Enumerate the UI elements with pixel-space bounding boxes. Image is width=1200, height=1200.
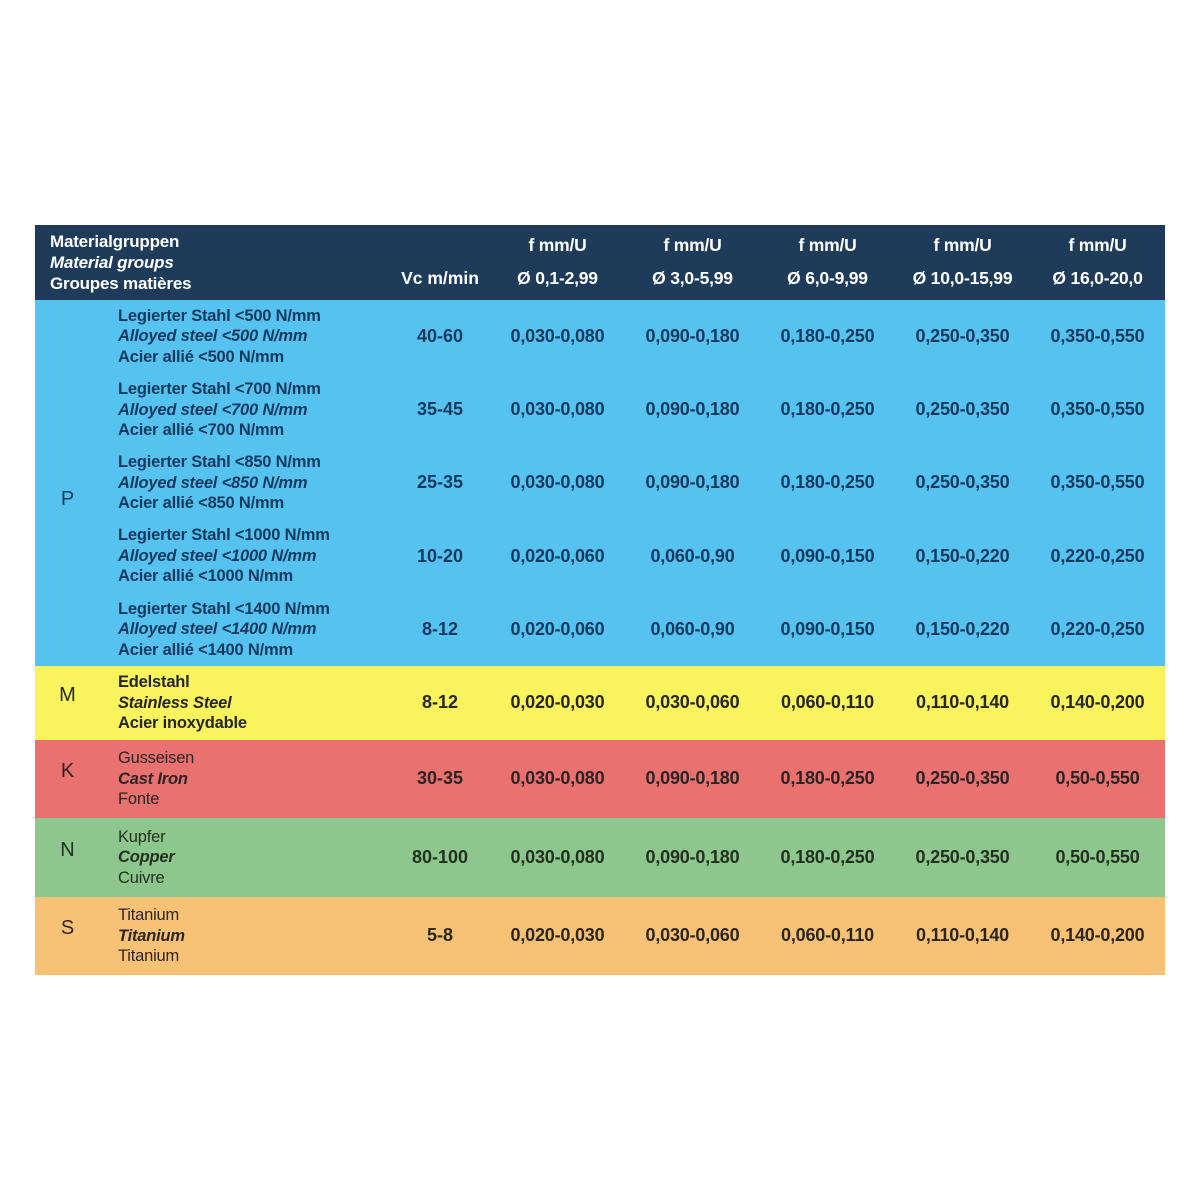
vc-value: 35-45	[416, 399, 464, 420]
feed-value: 0,030-0,080	[510, 846, 605, 867]
feed-value: 0,020-0,060	[510, 618, 605, 639]
diameter-range-label: Ø 3,0-5,99	[652, 268, 733, 288]
material-name-de: Legierter Stahl <500 N/mm	[118, 306, 321, 325]
vc-value: 25-35	[416, 472, 464, 493]
material-name-de: Gusseisen	[118, 749, 195, 768]
material-name-en: Cast Iron	[118, 769, 188, 788]
feed-unit-label: f mm/U	[528, 235, 587, 255]
feed-value: 0,350-0,550	[1050, 472, 1145, 493]
material-name-block	[100, 599, 390, 661]
header-feed-col-4	[895, 225, 1030, 300]
material-name-de: Legierter Stahl <850 N/mm	[118, 453, 321, 472]
feed-value: 0,50-0,550	[1055, 846, 1140, 867]
material-name-de: Legierter Stahl <700 N/mm	[118, 380, 321, 399]
header-title-fr: Groupes matières	[50, 274, 192, 293]
feed-value: 0,090-0,180	[645, 326, 740, 347]
feed-value: 0,060-0,110	[781, 692, 874, 713]
header-title-en: Material groups	[50, 253, 174, 272]
material-name-fr: Cuivre	[118, 868, 165, 887]
feed-unit-label: f mm/U	[663, 235, 722, 255]
diameter-range-label: Ø 16,0-20,0	[1052, 268, 1143, 288]
group-section-k	[35, 740, 1165, 818]
feed-value: 0,250-0,350	[915, 472, 1010, 493]
material-row	[100, 897, 1165, 975]
feed-value: 0,180-0,250	[780, 326, 875, 347]
material-name-block	[100, 748, 390, 810]
material-name-en: Alloyed steel <500 N/mm	[118, 327, 308, 346]
feed-value: 0,350-0,550	[1050, 399, 1145, 420]
vc-value: 10-20	[416, 545, 464, 566]
material-name-en: Titanium	[118, 926, 185, 945]
feed-value: 0,060-0,90	[650, 545, 735, 566]
material-name-en: Alloyed steel <1400 N/mm	[118, 620, 317, 639]
feed-value: 0,020-0,060	[510, 545, 605, 566]
header-feed-col-2	[625, 225, 760, 300]
group-rows-m	[100, 666, 1165, 740]
material-name-en: Alloyed steel <1000 N/mm	[118, 546, 317, 565]
feed-value: 0,110-0,140	[916, 925, 1009, 946]
group-letter-n: N	[60, 838, 75, 861]
group-rows-s	[100, 897, 1165, 975]
material-name-fr: Acier allié <700 N/mm	[118, 421, 284, 440]
feed-value: 0,220-0,250	[1050, 618, 1145, 639]
feed-value: 0,50-0,550	[1055, 768, 1140, 789]
material-row	[100, 740, 1165, 818]
vc-value: 5-8	[426, 925, 453, 946]
group-section-n	[35, 818, 1165, 897]
material-name-de: Kupfer	[118, 827, 166, 846]
material-name-block	[100, 672, 390, 734]
feed-value: 0,140-0,200	[1050, 925, 1145, 946]
feed-value: 0,090-0,180	[645, 399, 740, 420]
material-name-fr: Acier allié <1400 N/mm	[118, 640, 293, 659]
feed-value: 0,030-0,080	[510, 399, 605, 420]
material-name-block	[100, 306, 390, 368]
feed-value: 0,180-0,250	[780, 846, 875, 867]
material-name-fr: Acier inoxydable	[118, 714, 247, 733]
vc-value: 8-12	[421, 692, 459, 713]
feed-value: 0,090-0,150	[780, 545, 875, 566]
group-letter-p: P	[60, 488, 75, 511]
group-section-p	[35, 300, 1165, 666]
feed-value: 0,020-0,030	[510, 925, 605, 946]
header-title-de: Materialgruppen	[50, 232, 180, 251]
vc-value: 8-12	[421, 618, 459, 639]
feed-unit-label: f mm/U	[933, 235, 992, 255]
table-header	[35, 225, 1165, 300]
feed-value: 0,090-0,180	[645, 768, 740, 789]
feed-value: 0,250-0,350	[915, 399, 1010, 420]
feed-unit-label: f mm/U	[798, 235, 857, 255]
group-section-m	[35, 666, 1165, 740]
feed-value: 0,090-0,180	[645, 846, 740, 867]
material-name-fr: Titanium	[118, 947, 180, 966]
material-row	[100, 666, 1165, 740]
material-row	[100, 520, 1165, 593]
material-name-de: Edelstahl	[118, 673, 190, 692]
material-name-de: Legierter Stahl <1000 N/mm	[118, 526, 330, 545]
material-row	[100, 373, 1165, 446]
material-name-en: Alloyed steel <850 N/mm	[118, 473, 308, 492]
material-name-block	[100, 452, 390, 514]
material-name-fr: Acier allié <850 N/mm	[118, 494, 284, 513]
header-feed-col-3	[760, 225, 895, 300]
feed-value: 0,060-0,90	[650, 618, 735, 639]
feed-value: 0,020-0,030	[510, 692, 605, 713]
material-name-en: Copper	[118, 848, 175, 867]
material-name-block	[100, 379, 390, 441]
material-name-block	[100, 525, 390, 587]
feed-unit-label: f mm/U	[1068, 235, 1127, 255]
feed-value: 0,060-0,110	[781, 925, 874, 946]
feed-value: 0,250-0,350	[915, 846, 1010, 867]
material-row	[100, 818, 1165, 897]
group-rows-k	[100, 740, 1165, 818]
header-material-groups	[35, 225, 390, 300]
group-letter-s: S	[60, 917, 75, 940]
feed-value: 0,090-0,180	[645, 472, 740, 493]
feed-value: 0,030-0,060	[645, 925, 740, 946]
feed-value: 0,090-0,150	[780, 618, 875, 639]
feed-value: 0,180-0,250	[780, 399, 875, 420]
group-letter-k: K	[60, 760, 75, 783]
diameter-range-label: Ø 0,1-2,99	[517, 268, 598, 288]
material-name-de: Titanium	[118, 906, 180, 925]
feed-value: 0,250-0,350	[915, 326, 1010, 347]
material-name-de: Legierter Stahl <1400 N/mm	[118, 599, 330, 618]
feed-value: 0,140-0,200	[1050, 692, 1145, 713]
material-name-en: Alloyed steel <700 N/mm	[118, 400, 308, 419]
header-vc-label: Vc m/min	[401, 268, 479, 288]
material-row	[100, 446, 1165, 519]
material-name-block	[100, 827, 390, 889]
group-rows-p	[100, 300, 1165, 666]
diameter-range-label: Ø 10,0-15,99	[912, 268, 1013, 288]
vc-value: 40-60	[416, 326, 464, 347]
material-row	[100, 593, 1165, 666]
vc-value: 80-100	[411, 846, 469, 867]
feed-value: 0,220-0,250	[1050, 545, 1145, 566]
feed-value: 0,350-0,550	[1050, 326, 1145, 347]
group-letter-m: M	[59, 684, 76, 707]
material-name-en: Stainless Steel	[118, 693, 232, 712]
material-row	[100, 300, 1165, 373]
feed-value: 0,030-0,080	[510, 326, 605, 347]
feed-value: 0,180-0,250	[780, 472, 875, 493]
header-feed-col-5	[1030, 225, 1165, 300]
material-name-fr: Acier allié <500 N/mm	[118, 347, 284, 366]
group-section-s	[35, 897, 1165, 975]
group-rows-n	[100, 818, 1165, 897]
feed-value: 0,250-0,350	[915, 768, 1010, 789]
feed-value: 0,030-0,060	[645, 692, 740, 713]
material-name-fr: Fonte	[118, 790, 160, 809]
material-name-block	[100, 905, 390, 967]
feed-value: 0,150-0,220	[915, 545, 1010, 566]
feed-value: 0,180-0,250	[780, 768, 875, 789]
feed-rate-table	[35, 225, 1165, 975]
feed-value: 0,030-0,080	[510, 768, 605, 789]
feed-value: 0,110-0,140	[916, 692, 1009, 713]
feed-value: 0,150-0,220	[915, 618, 1010, 639]
diameter-range-label: Ø 6,0-9,99	[787, 268, 868, 288]
header-feed-col-1	[490, 225, 625, 300]
vc-value: 30-35	[416, 768, 464, 789]
material-name-fr: Acier allié <1000 N/mm	[118, 567, 293, 586]
feed-value: 0,030-0,080	[510, 472, 605, 493]
